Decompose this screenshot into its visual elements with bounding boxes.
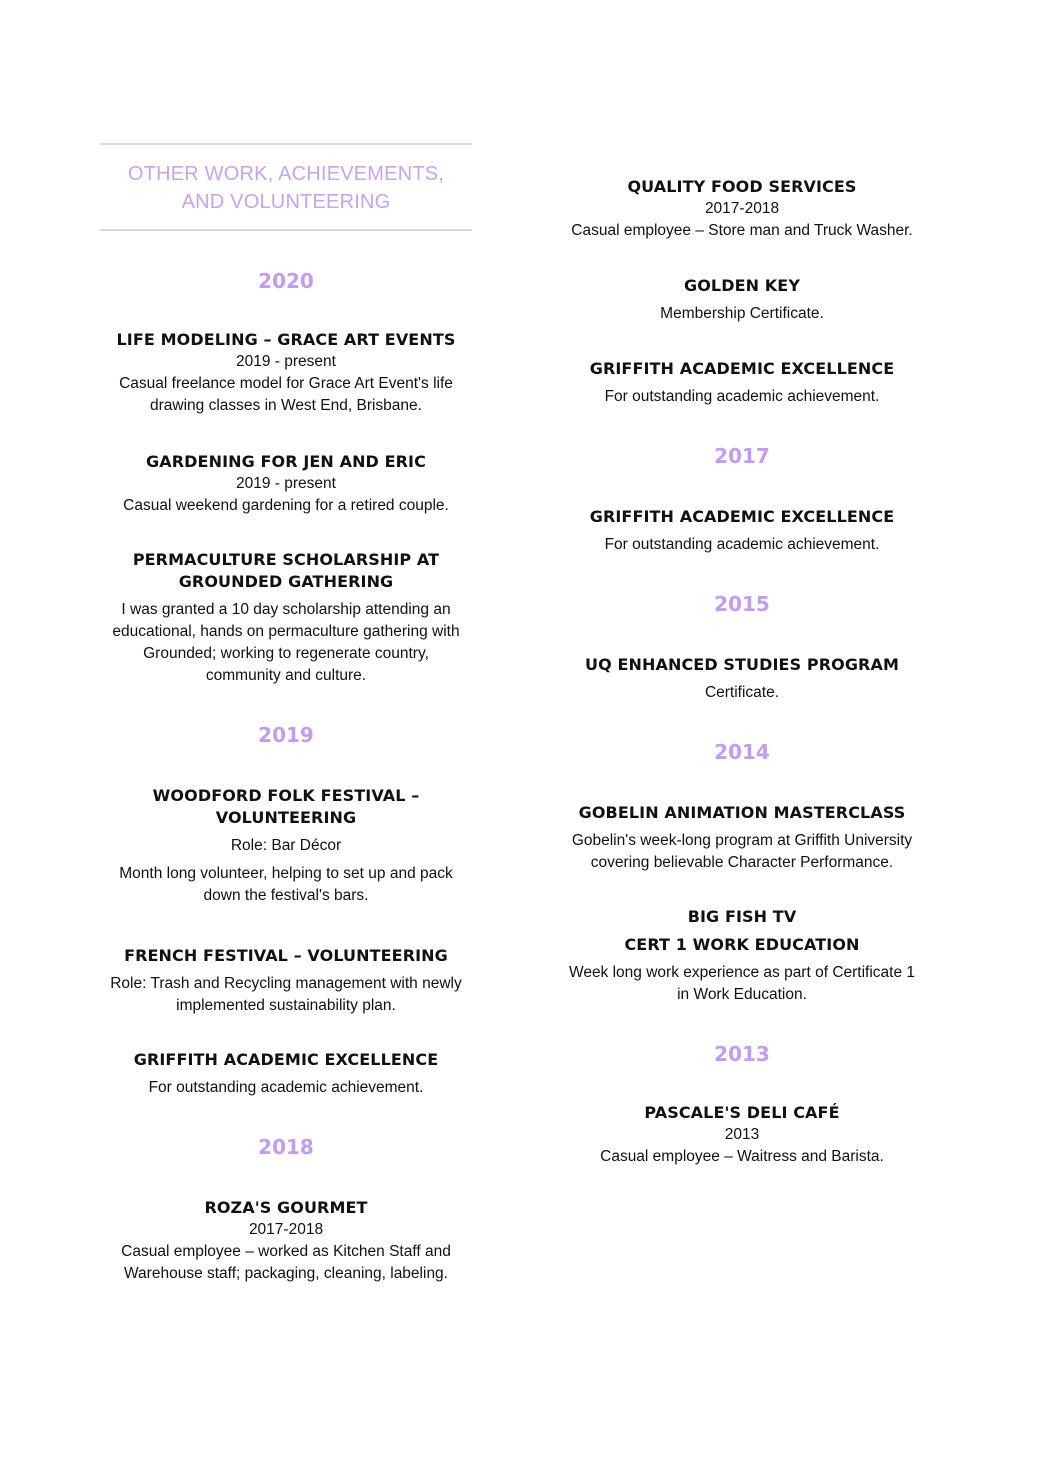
entry-description: Casual employee – Store man and Truck Washer.: [571, 222, 913, 239]
entry-description: drawing classes in West End, Brisbane.: [150, 397, 422, 414]
entry-description: Casual freelance model for Grace Art Event's life: [119, 375, 453, 392]
year-heading-2013: 2013: [714, 1042, 770, 1066]
entry-quality-food: [548, 176, 936, 242]
entry-title: FRENCH FESTIVAL – VOLUNTEERING: [124, 946, 448, 965]
entry-title: PASCALE'S DELI CAFÉ: [644, 1103, 840, 1122]
left-column: [100, 143, 472, 1285]
entry-title: PERMACULTURE SCHOLARSHIP AT: [132, 550, 440, 569]
entry-dates: 2019 - present: [236, 353, 336, 370]
entry-description: Gobelin's week-long program at Griffith University: [571, 832, 913, 849]
entry-description: implemented sustainability plan.: [176, 997, 396, 1014]
entry-dates: 2013: [724, 1126, 760, 1143]
entry-title: CERT 1 WORK EDUCATION: [624, 935, 860, 954]
entry-permaculture: [100, 549, 472, 687]
entry-description: Casual employee – Waitress and Barista.: [600, 1148, 884, 1165]
section-title-line: OTHER WORK, ACHIEVEMENTS,: [127, 163, 445, 185]
entry-griffith-2019: [100, 1049, 472, 1099]
entry-title: LIFE MODELING – GRACE ART EVENTS: [116, 330, 456, 349]
entry-title: UQ ENHANCED STUDIES PROGRAM: [585, 655, 899, 674]
year-heading-2017: 2017: [714, 444, 770, 468]
entry-title: GRIFFITH ACADEMIC EXCELLENCE: [589, 507, 895, 526]
section-title: [100, 145, 472, 229]
entry-title: GARDENING FOR JEN AND ERIC: [146, 452, 426, 471]
entry-pascales-deli: [548, 1102, 936, 1168]
entry-rozas-gourmet: [100, 1197, 472, 1285]
year-heading-2015: 2015: [714, 592, 770, 616]
entry-gardening: [100, 451, 472, 517]
entry-description: community and culture.: [205, 667, 367, 684]
entry-big-fish-tv: [548, 906, 936, 1006]
entry-title: GOBELIN ANIMATION MASTERCLASS: [578, 803, 906, 822]
entry-title: GROUNDED GATHERING: [178, 572, 394, 591]
year-heading-2019: 2019: [258, 723, 314, 747]
entry-title: BIG FISH TV: [687, 907, 797, 926]
entry-gobelin: [548, 802, 936, 874]
entry-title: ROZA'S GOURMET: [204, 1198, 368, 1217]
entry-description: down the festival's bars.: [203, 887, 369, 904]
section-title-line: AND VOLUNTEERING: [181, 191, 391, 213]
entry-french-festival: [100, 945, 472, 1017]
entry-life-modeling: [100, 329, 472, 417]
entry-description: Casual weekend gardening for a retired couple.: [123, 497, 449, 514]
entry-description: For outstanding academic achievement.: [604, 536, 880, 553]
year-heading-2014: 2014: [714, 740, 770, 764]
entry-title: QUALITY FOOD SERVICES: [627, 177, 857, 196]
right-column: [548, 176, 936, 1168]
entry-title: GRIFFITH ACADEMIC EXCELLENCE: [589, 359, 895, 378]
entry-description: Certificate.: [704, 684, 780, 701]
entry-description: Warehouse staff; packaging, cleaning, labeling.: [124, 1265, 448, 1282]
entry-uq-enhanced: [548, 654, 936, 704]
entry-description: Membership Certificate.: [660, 305, 824, 322]
entry-description: Grounded; working to regenerate country,: [143, 645, 429, 662]
entry-description: For outstanding academic achievement.: [604, 388, 880, 405]
entry-description: educational, hands on permaculture gathering with: [112, 623, 460, 640]
entry-description: Casual employee – worked as Kitchen Staff and: [121, 1243, 451, 1260]
entry-title: GOLDEN KEY: [683, 276, 800, 295]
entry-title: VOLUNTEERING: [215, 808, 357, 827]
entry-griffith-2018: [548, 358, 936, 408]
year-heading-2018: 2018: [258, 1135, 314, 1159]
entry-griffith-2017: [548, 506, 936, 556]
entry-golden-key: [548, 275, 936, 325]
entry-title: WOODFORD FOLK FESTIVAL –: [152, 786, 420, 805]
entry-dates: 2019 - present: [236, 475, 336, 492]
entry-description: Month long volunteer, helping to set up and pack: [119, 865, 453, 882]
entry-description: For outstanding academic achievement.: [148, 1079, 424, 1096]
entry-description: in Work Education.: [677, 986, 807, 1003]
section-bottom-rule: [100, 229, 472, 231]
entry-woodford: [100, 785, 472, 907]
entry-role: Role: Bar Décor: [230, 837, 342, 854]
entry-dates: 2017-2018: [704, 200, 780, 217]
entry-description: Role: Trash and Recycling management with newly: [110, 975, 462, 992]
entry-description: Week long work experience as part of Certificate 1: [568, 964, 916, 981]
entry-title: GRIFFITH ACADEMIC EXCELLENCE: [133, 1050, 439, 1069]
entry-dates: 2017-2018: [248, 1221, 324, 1238]
entry-description: I was granted a 10 day scholarship attending an: [121, 601, 451, 618]
entry-description: covering believable Character Performance.: [590, 854, 894, 871]
year-heading-2020: 2020: [258, 269, 314, 293]
